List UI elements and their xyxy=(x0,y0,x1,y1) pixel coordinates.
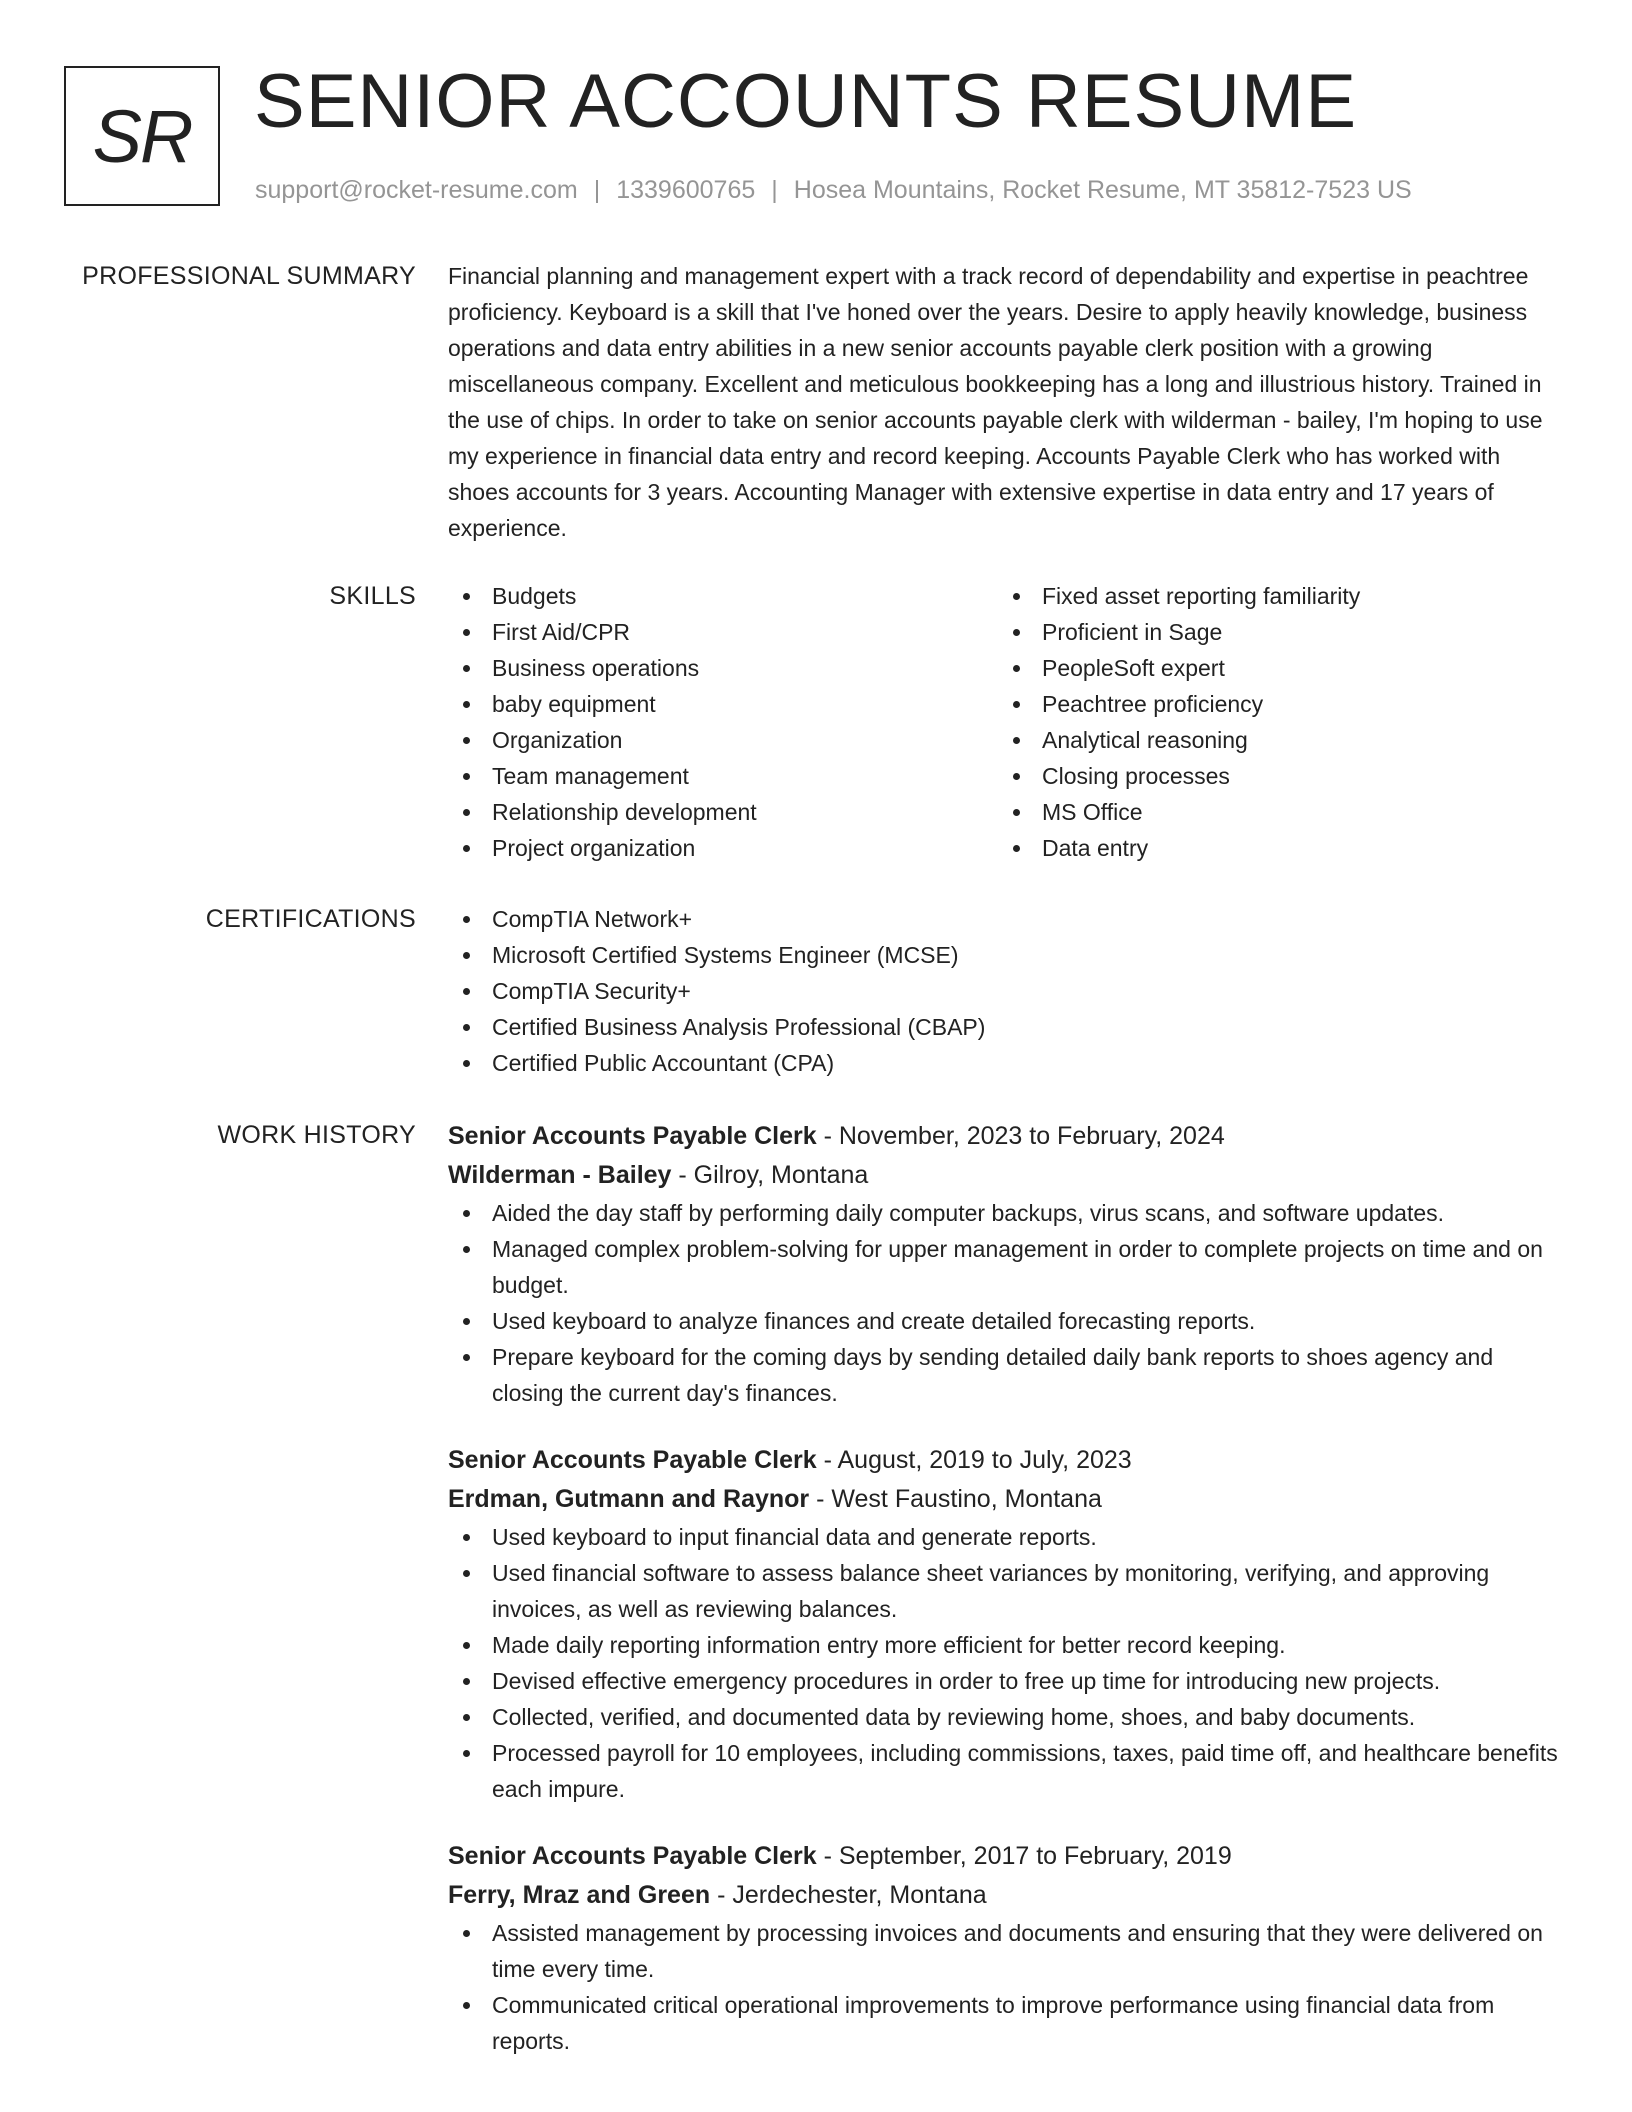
certification-item: CompTIA Security+ xyxy=(448,973,1558,1009)
job-dates: - November, 2023 to February, 2024 xyxy=(816,1122,1225,1150)
summary-body xyxy=(448,258,1558,546)
skill-item: Business operations xyxy=(448,650,998,686)
contact-separator: | xyxy=(771,176,778,204)
certifications-body xyxy=(448,901,1558,1081)
skill-item: Fixed asset reporting familiarity xyxy=(998,578,1548,614)
job-duty-item: Used keyboard to input financial data and generate reports. xyxy=(448,1519,1558,1555)
contact-address: Hosea Mountains, Rocket Resume, MT 35812-7523 US xyxy=(793,176,1412,204)
job-dates: - August, 2019 to July, 2023 xyxy=(816,1446,1132,1474)
certification-item: Certified Public Accountant (CPA) xyxy=(448,1045,1558,1081)
skill-item: Proficient in Sage xyxy=(998,614,1548,650)
job-title-line xyxy=(448,1117,1558,1156)
job-duty-item: Aided the day staff by performing daily computer backups, virus scans, and software updates. xyxy=(448,1195,1558,1231)
skills-list-right xyxy=(998,578,1548,866)
skill-item: Organization xyxy=(448,722,998,758)
job-duty-item: Devised effective emergency procedures in order to free up time for introducing new projects. xyxy=(448,1663,1558,1699)
skill-item: Team management xyxy=(448,758,998,794)
job-duty-item: Prepare keyboard for the coming days by sending detailed daily bank reports to shoes agency and closing the current day's finances. xyxy=(448,1339,1558,1411)
job-company-line xyxy=(448,1876,1558,1915)
job-duty-item: Assisted management by processing invoices and documents and ensuring that they were delivered on time every time. xyxy=(448,1915,1558,1987)
job-title: Senior Accounts Payable Clerk xyxy=(448,1122,817,1150)
monogram-logo: SR xyxy=(64,66,220,206)
job-duties-list xyxy=(448,1519,1558,1807)
section-label-work-history: WORK HISTORY xyxy=(217,1121,416,1149)
contact-email: support@rocket-resume.com xyxy=(255,176,578,204)
skill-item: Peachtree proficiency xyxy=(998,686,1548,722)
skills-body xyxy=(448,578,1558,866)
job-duty-item: Made daily reporting information entry more efficient for better record keeping. xyxy=(448,1627,1558,1663)
job-duties-list xyxy=(448,1915,1558,2059)
job-entry xyxy=(448,1441,1558,1807)
job-title: Senior Accounts Payable Clerk xyxy=(448,1842,817,1870)
certification-item: CompTIA Network+ xyxy=(448,901,1558,937)
job-dates: - September, 2017 to February, 2019 xyxy=(816,1842,1232,1870)
job-duty-item: Used keyboard to analyze finances and create detailed forecasting reports. xyxy=(448,1303,1558,1339)
section-label-summary: PROFESSIONAL SUMMARY xyxy=(82,262,416,290)
certifications-list xyxy=(448,901,1558,1081)
job-duty-item: Communicated critical operational improvements to improve performance using financial data from reports. xyxy=(448,1987,1558,2059)
skills-list-left xyxy=(448,578,998,866)
skill-item: Budgets xyxy=(448,578,998,614)
work-history-body xyxy=(448,1117,1558,2089)
job-company: Ferry, Mraz and Green xyxy=(448,1881,711,1909)
job-duty-item: Used financial software to assess balance sheet variances by monitoring, verifying, and approving invoices, as well as reviewing balances. xyxy=(448,1555,1558,1627)
skill-item: Relationship development xyxy=(448,794,998,830)
contact-phone: 1339600765 xyxy=(616,176,756,204)
summary-text: Financial planning and management expert with a track record of dependability and expertise in peachtree proficiency. Keyboard is a skill that I've honed over the years. Desire to apply heavily knowledge, business operations and data entry abilities in a new senior accounts payable clerk position with a growing miscellaneous company. Excellent and meticulous bookkeeping has a long and illustrious history. Trained in the use of chips. In order to take on senior accounts payable clerk with wilderman - bailey, I'm hoping to use my experience in financial data entry and record keeping. Accounts Payable Clerk who has worked with shoes accounts for 3 years. Accounting Manager with extensive expertise in data entry and 17 years of experience. xyxy=(448,263,1543,541)
section-label-skills: SKILLS xyxy=(329,582,416,610)
certification-item: Microsoft Certified Systems Engineer (MCSE) xyxy=(448,937,1558,973)
job-duty-item: Processed payroll for 10 employees, including commissions, taxes, paid time off, and healthcare benefits each impure. xyxy=(448,1735,1558,1807)
resume-title: SENIOR ACCOUNTS RESUME xyxy=(254,59,1358,144)
job-location: - Gilroy, Montana xyxy=(671,1161,869,1189)
job-title-line xyxy=(448,1441,1558,1480)
skill-item: PeopleSoft expert xyxy=(998,650,1548,686)
certification-item: Certified Business Analysis Professional (CBAP) xyxy=(448,1009,1558,1045)
job-company: Erdman, Gutmann and Raynor xyxy=(448,1485,810,1513)
skill-item: MS Office xyxy=(998,794,1548,830)
skill-item: Project organization xyxy=(448,830,998,866)
job-company: Wilderman - Bailey xyxy=(448,1161,672,1189)
section-label-certifications: CERTIFICATIONS xyxy=(205,905,416,933)
skill-item: Analytical reasoning xyxy=(998,722,1548,758)
skill-item: Data entry xyxy=(998,830,1548,866)
job-duty-item: Managed complex problem-solving for upper management in order to complete projects on time and on budget. xyxy=(448,1231,1558,1303)
job-duties-list xyxy=(448,1195,1558,1411)
job-company-line xyxy=(448,1156,1558,1195)
job-location: - Jerdechester, Montana xyxy=(710,1881,987,1909)
job-entry xyxy=(448,1117,1558,1411)
skill-item: First Aid/CPR xyxy=(448,614,998,650)
contact-separator: | xyxy=(593,176,601,204)
job-title-line xyxy=(448,1837,1558,1876)
job-title: Senior Accounts Payable Clerk xyxy=(448,1446,817,1474)
skill-item: Closing processes xyxy=(998,758,1548,794)
job-location: - West Faustino, Montana xyxy=(809,1485,1102,1513)
skill-item: baby equipment xyxy=(448,686,998,722)
job-duty-item: Collected, verified, and documented data by reviewing home, shoes, and baby documents. xyxy=(448,1699,1558,1735)
job-entry xyxy=(448,1837,1558,2059)
job-company-line xyxy=(448,1480,1558,1519)
contact-line xyxy=(255,174,1412,206)
